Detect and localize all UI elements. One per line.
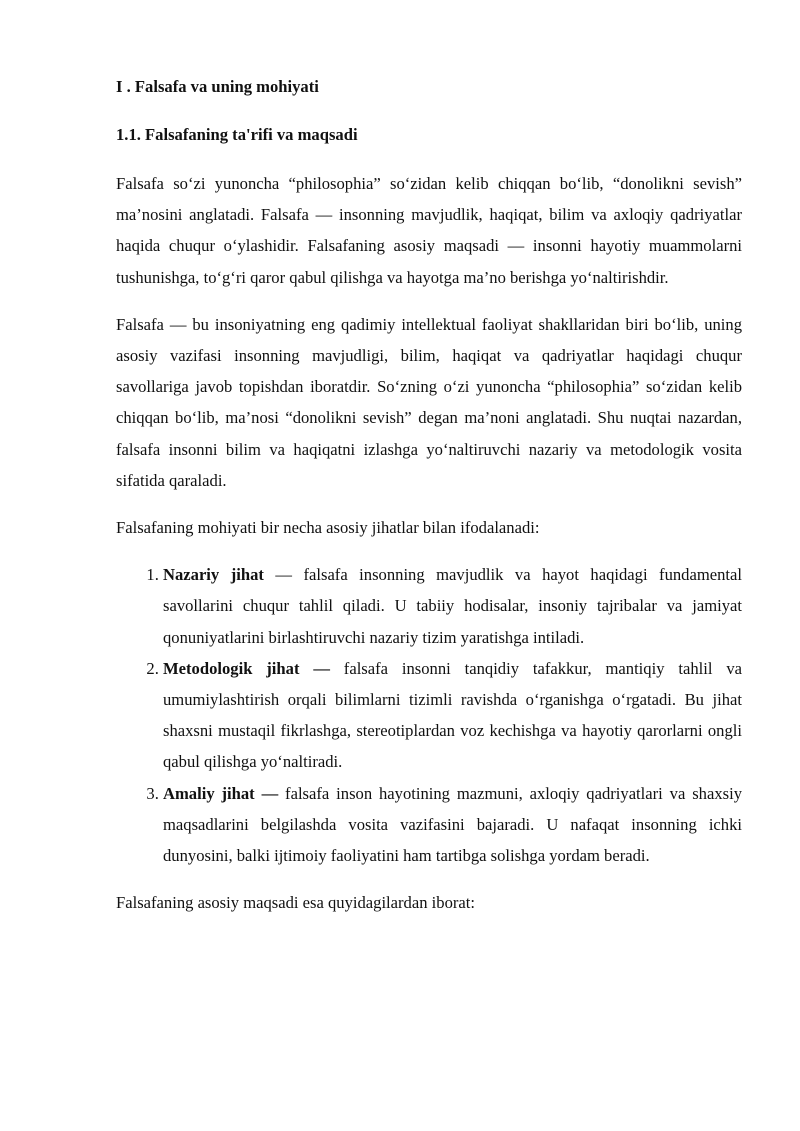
list-item-term: Metodologik jihat — [163,658,330,678]
list-item-text: falsafa inson hayotining mazmuni, axloqiy qadriyatlari va shaxsiy maqsadlarini belgilashda vosita vazifasini bajaradi. U nafaqat insonning ichki dunyosini, balki ijtimoiy faoliyatini ham tartibga solishga yordam beradi. [163,783,742,866]
list-item [163,778,742,872]
list-item-term: Nazariy jihat [163,565,264,585]
document-body [116,74,742,934]
closing-paragraph: Falsafaning asosiy maqsadi esa quyidagilardan iborat: [116,893,475,913]
list-item-text: falsafa insonni tanqidiy tafakkur, mantiqiy tahlil va umumiylashtirish orqali bilimlarni tizimli ravishda o‘rganishga o‘rgatadi. Bu jihat shaxsni mustaqil fikrlashga, stereotiplardan voz kechishga va hayotiy qarorlarni ongli qabul qilishga yo‘naltiradi. [163,658,742,772]
paragraph-1: Falsafa so‘zi yunoncha “philosophia” so‘zidan kelib chiqqan bo‘lib, “donolikni sevish” ma’nosini anglatadi. Falsafa — insonning mavjudlik, haqiqat, bilim va axloqiy qadriyatlar haqida chuqur o‘ylashidir. Falsafaning asosiy maqsadi — insonni hayotiy muammolarni tushunishga, to‘g‘ri qaror qabul qilishga va hayotga ma’no berishga yo‘naltirishdir. [116,174,742,287]
list-item [163,653,742,778]
paragraph-2: Falsafa — bu insoniyatning eng qadimiy intellektual faoliyat shakllaridan biri bo‘lib, uning asosiy vazifasi insonning mavjudligi, bilim, haqiqat va qadriyatlar haqidagi chuqur savollariga javob topishdan iboratdir. So‘zning o‘zi yunoncha “philosophia” so‘zidan kelib chiqqan bo‘lib, ma’nosi “donolikni sevish” degan ma’noni anglatadi. Shu nuqtai nazardan, falsafa insonni bilim va haqiqatni izlashga yo‘naltiruvchi nazariy va metodologik vosita sifatida qaraladi. [116,314,742,490]
chapter-heading: I . Falsafa va uning mohiyati [116,77,319,96]
paragraph-3: Falsafaning mohiyati bir necha asosiy jihatlar bilan ifodalanadi: [116,518,540,538]
list-item-text: — falsafa insonning mavjudlik va hayot haqidagi fundamental savollarini chuqur tahlil qiladi. U tabiiy hodisalar, insoniy tajribalar va jamiyat qonuniyatlarini birlashtiruvchi nazariy tizim yaratishga intiladi. [163,565,742,647]
list-item-term: Amaliy jihat — [163,783,279,803]
list-item [163,559,742,653]
aspects-list [116,559,742,871]
section-heading: 1.1. Falsafaning ta'rifi va maqsadi [116,125,358,144]
